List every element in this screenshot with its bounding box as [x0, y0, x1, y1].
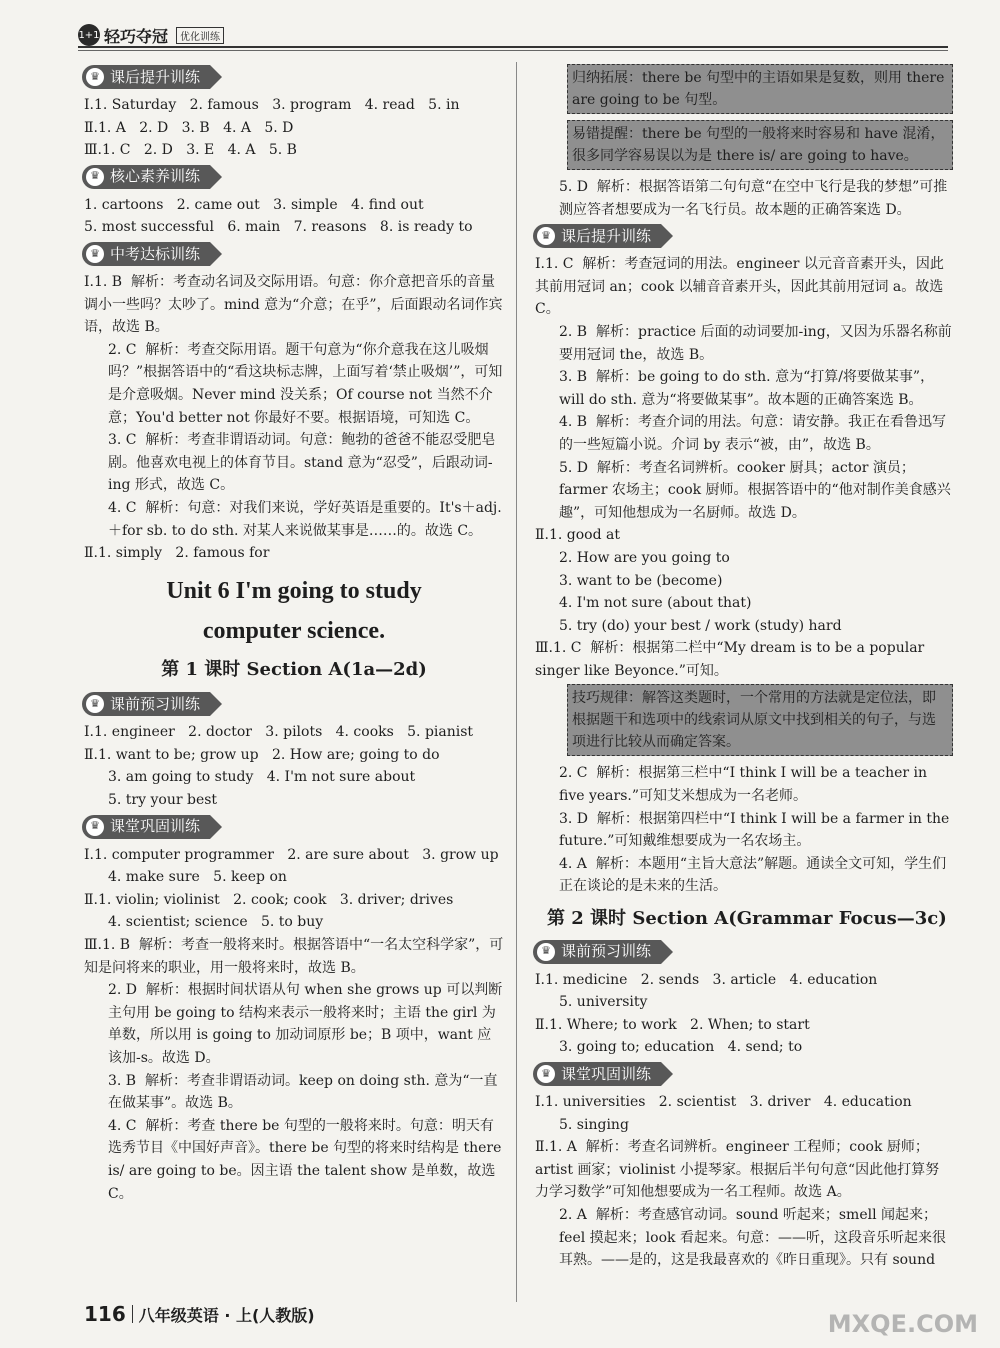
section-header: ♛ 课堂巩固训练	[82, 814, 504, 840]
answer-line: 3. going to; education 4. send; to	[559, 1039, 803, 1056]
crown-icon: ♛	[86, 68, 104, 86]
left-column	[84, 62, 504, 1205]
crown-icon: ♛	[537, 1065, 555, 1083]
section-header: ♛ 课后提升训练	[533, 223, 953, 249]
answer-line: Ⅱ.1. violin; violinist 2. cook; cook 3. driver; drives	[84, 891, 454, 908]
explanation-item: 2. B 解析：practice 后面的动词要加-ing，又因为乐器名称前要用冠词 the，故选 B。	[559, 323, 952, 363]
lesson-title: 第 2 课时 Section A(Grammar Focus—3c)	[547, 908, 947, 930]
header-rule	[78, 46, 948, 48]
page-number: 116	[84, 1302, 126, 1326]
explanation-item: 2. A 解析：考查感官动词。sound 听起来；smell 闻起来；feel 摸起来；look 看起来。句意：——听，这段音乐听起来很耳熟。——是的，这是我最喜欢的《昨日重现》。只有 sound	[559, 1206, 946, 1269]
answer-line: 5. most successful 6. main 7. reasons 8. is ready to	[84, 219, 473, 236]
tip-box: 归纳拓展：there be 句型中的主语如果是复数，则用 there are going to be 句型。	[567, 64, 953, 114]
explanation-item: 4. C 解析：考查 there be 句型的一般将来时。句意：明天有选秀节目《中国好声音》。there be 句型的将来时结构是 there is/ are going to be。因主语 the talent show 是单数，故选 C。	[108, 1117, 506, 1202]
header-rule-thin	[78, 50, 948, 51]
crown-icon: ♛	[86, 168, 104, 186]
explanation-item: Ⅱ.1. A 解析：考查名词辨析。engineer 工程师；cook 厨师；artist 画家；violinist 小提琴家。根据后半句句意“因此他打算努力学习数学”可知他想要成为一名工程师。故选 A。	[535, 1139, 940, 1201]
answer-line: Ⅰ.1. universities 2. scientist 3. driver 4. education	[535, 1094, 912, 1110]
explanation-item: 2. C 解析：考查交际用语。题干句意为“你介意我在这儿吸烟吗？”根据答语中的“看这块标志牌，上面写着‘禁止吸烟’”，可知是介意吸烟。Never mind 没关系；Of course not 当然不介意；You'd better not 你最好不要。根据语境，可知选 C。	[108, 341, 503, 426]
answer-line: 4. make sure 5. keep on	[108, 869, 287, 886]
explanation-item: 4. B 解析：考查介词的用法。句意：请安静。我正在看鲁迅写的一些短篇小说。介词 by 表示“被，由”，故选 B。	[559, 414, 946, 453]
section-header: ♛ 课前预习训练	[82, 691, 504, 717]
answer-line: 5. try (do) your best / work (study) hard	[559, 617, 842, 634]
crown-icon: ♛	[86, 695, 104, 713]
answer-line: 2. How are you going to	[559, 549, 730, 566]
explanation-item: Ⅰ.1. B 解析：考查动名词及交际用语。句意：你介意把音乐的音量调小一些吗？太吵了。mind 意为“介意；在乎”，后面跟动名词作宾语，故选 B。	[84, 273, 503, 336]
lesson-title: 第 1 课时 Section A(1a—2d)	[161, 658, 427, 680]
explanation-item: 5. D 解析：考查名词辨析。cooker 厨具；actor 演员；farmer 农场主；cook 厨师。根据答语中的“他对制作美食感兴趣”，可知他想成为一名厨师。故选 D。	[559, 459, 951, 521]
brand-logo-icon: 1+1	[78, 24, 100, 46]
page-header	[78, 24, 948, 50]
column-divider	[516, 62, 517, 1302]
explanation-item: Ⅲ.1. B 解析：考查一般将来时。根据答语中“一名太空科学家”，可知是问将来的职业，用一般将来时，故选 B。	[84, 937, 504, 976]
explanation-item: Ⅰ.1. C 解析：考查冠词的用法。engineer 以元音音素开头，因此其前用冠词 an；cook 以辅音音素开头，因此其前用冠词 a。故选 C。	[535, 256, 948, 318]
section-header: ♛ 课堂巩固训练	[533, 1061, 953, 1087]
answer-line: Ⅲ.1. C 2. D 3. E 4. A 5. B	[84, 142, 297, 159]
answer-line: Ⅱ.1. want to be; grow up 2. How are; going to do	[84, 746, 440, 763]
answer-line: Ⅱ.1. simply 2. famous for	[84, 545, 270, 562]
answer-line: 5. university	[559, 994, 648, 1011]
answer-line: Ⅰ.1. computer programmer 2. are sure about 3. grow up	[84, 846, 499, 863]
answer-line: Ⅱ.1. Where; to work 2. When; to start	[535, 1016, 810, 1033]
crown-icon: ♛	[86, 245, 104, 263]
explanation-item: 4. A 解析：本题用“主旨大意法”解题。通读全文可知，学生们正在谈论的是未来的生活。	[559, 855, 947, 895]
crown-icon: ♛	[86, 818, 104, 836]
tip-box: 技巧规律：解答这类题时，一个常用的方法就是定位法，即根据题干和选项中的线索词从原文中找到相关的句子，与选项进行比较从而确定答案。	[567, 684, 953, 756]
tip-box: 易错提醒：there be 句型的一般将来时容易和 have 混淆，很多同学容易误以为是 there is/ are going to have。	[567, 120, 953, 170]
explanation-item: Ⅲ.1. C 解析：根据第二栏中“My dream is to be a popular singer like Beyonce.”可知。	[535, 640, 929, 679]
right-column	[535, 62, 953, 1272]
answer-line: Ⅱ.1. A 2. D 3. B 4. A 5. D	[84, 119, 294, 136]
brand-name: 轻巧夺冠	[104, 26, 169, 46]
answer-line: 3. am going to study 4. I'm not sure about	[108, 769, 416, 786]
footer-title: 八年级英语 · 上(人教版)	[138, 1306, 315, 1325]
explanation-item: 3. D 解析：根据第四栏中“I think I will be a farmer in the future.”可知戴维想要成为一名农场主。	[559, 810, 954, 850]
explanation-item: 2. D 解析：根据时间状语从句 when she grows up 可以判断主句用 be going to 结构来表示一般将来时；主语 the girl 为单数，所以用 is going to 加动词原形 be；B 项中，want 应该加-s。故选 D。	[108, 982, 503, 1066]
section-header: ♛ 核心素养训练	[82, 164, 504, 190]
explanation-item: 3. B 解析：考查非谓语动词。keep on doing sth. 意为“一直在做某事”。故选 B。	[108, 1072, 498, 1112]
section-header: ♛ 课后提升训练	[82, 64, 504, 90]
explanation-item: 5. D 解析：根据答语第二句句意“在空中飞行是我的梦想”可推测应答者想要成为一名飞行员。故本题的正确答案选 D。	[559, 179, 948, 218]
answer-line: Ⅰ.1. Saturday 2. famous 3. program 4. read 5. in	[84, 97, 460, 113]
crown-icon: ♛	[537, 943, 555, 961]
explanation-item: 3. C 解析：考查非谓语动词。句意：鲍勃的爸爸不能忍受肥皂剧。他喜欢电视上的体育节目。stand 意为“忍受”，后跟动词-ing 形式，故选 C。	[108, 432, 496, 494]
answer-line: Ⅱ.1. good at	[535, 527, 620, 544]
crown-icon: ♛	[537, 227, 555, 245]
explanation-item: 3. B 解析：be going to do sth. 意为“打算/将要做某事”，will do sth. 意为“将要做某事”。故本题的正确答案选 B。	[559, 369, 935, 408]
watermark: MXQE.COM	[827, 1310, 978, 1338]
explanation-item: 4. C 解析：句意：对我们来说，学好英语是重要的。It's＋adj.＋for sb. to do sth. 对某人来说做某事是……的。故选 C。	[108, 499, 502, 539]
answer-line: 5. singing	[559, 1116, 629, 1133]
answer-line: 5. try your best	[108, 792, 218, 809]
unit-title: Unit 6 I'm going to study computer science.	[166, 577, 422, 644]
section-header: ♛ 中考达标训练	[82, 241, 504, 267]
answer-line: 4. I'm not sure (about that)	[559, 595, 752, 612]
answer-line: 4. scientist; science 5. to buy	[108, 914, 324, 931]
answer-line: 1. cartoons 2. came out 3. simple 4. find out	[84, 196, 424, 213]
page-footer	[84, 1302, 315, 1326]
answer-line: 3. want to be (become)	[559, 572, 723, 589]
brand	[78, 24, 224, 46]
answer-line: Ⅰ.1. medicine 2. sends 3. article 4. education	[535, 971, 878, 988]
brand-subtitle: 优化训练	[176, 27, 224, 44]
section-header: ♛ 课前预习训练	[533, 939, 953, 965]
answer-line: Ⅰ.1. engineer 2. doctor 3. pilots 4. cooks 5. pianist	[84, 724, 474, 741]
explanation-item: 2. C 解析：根据第三栏中“I think I will be a teacher in five years.”可知艾米想成为一名老师。	[559, 765, 932, 805]
